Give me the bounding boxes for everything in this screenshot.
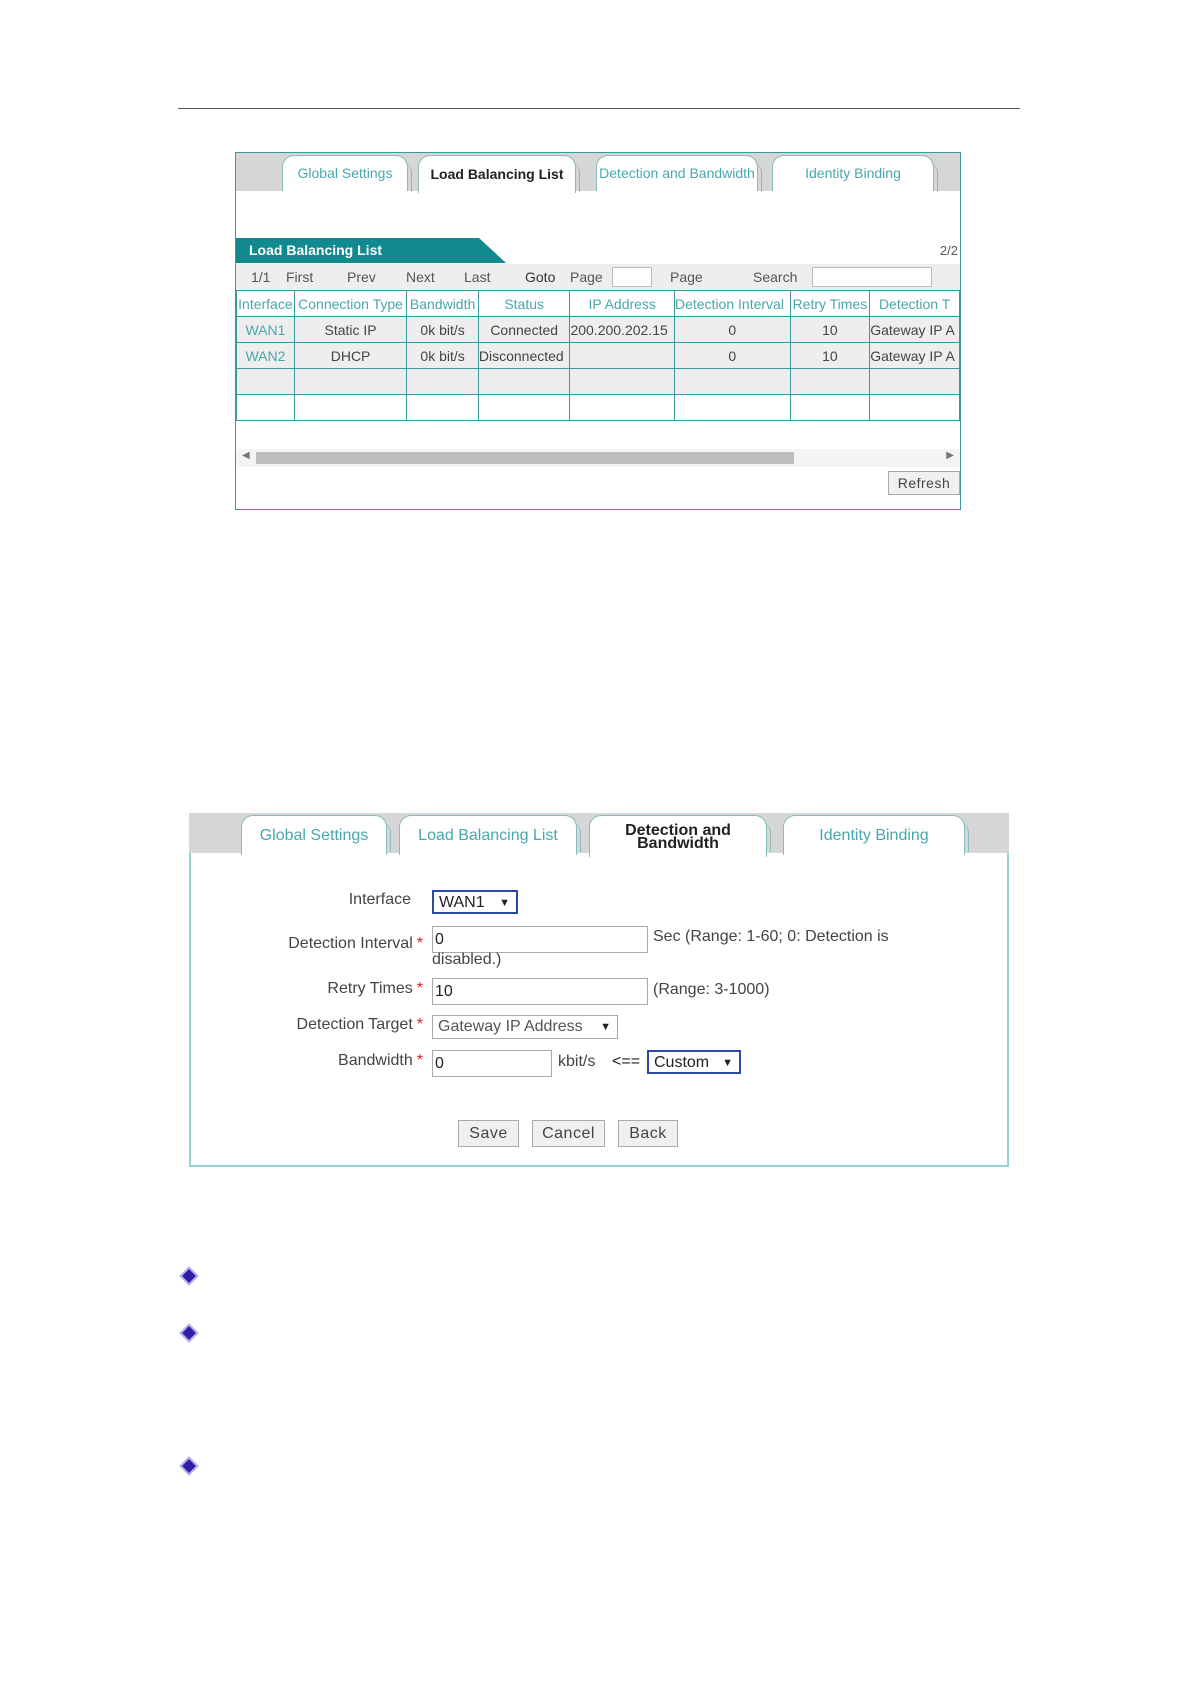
bullet-diamond-icon (182, 1459, 196, 1473)
pager-first[interactable]: First (286, 269, 314, 285)
interface-select-value: WAN1 (439, 894, 485, 911)
table-row-empty (237, 395, 960, 421)
cell-detection-interval: 0 (674, 317, 790, 343)
detection-interval-label: Detection Interval * (288, 935, 423, 952)
cell-interface[interactable]: WAN2 (237, 343, 295, 369)
retry-times-input[interactable]: 10 (432, 978, 648, 1005)
pager-last[interactable]: Last (464, 269, 491, 285)
cell-detection-interval: 0 (674, 343, 790, 369)
pager-page-label-2: Page (670, 269, 703, 285)
detection-bandwidth-panel (189, 813, 1009, 1167)
goto-page-input[interactable] (612, 267, 652, 287)
interface-select[interactable] (432, 890, 518, 914)
dropdown-caret-icon: ▼ (722, 1057, 733, 1069)
list-title-banner (236, 238, 506, 263)
detection-interval-hint-cont: disabled.) (432, 951, 502, 968)
bandwidth-input[interactable]: 0 (432, 1050, 552, 1077)
pager-prev[interactable]: Prev (347, 269, 376, 285)
back-button[interactable]: Back (618, 1120, 678, 1147)
tab-bar (189, 813, 1009, 853)
required-marker: * (416, 1052, 423, 1069)
cell-detection-target: Gateway IP A (870, 343, 960, 369)
tab-load-balancing-list[interactable]: Load Balancing List (399, 815, 577, 855)
pager-goto[interactable]: Goto (525, 269, 556, 285)
bullet-diamond-icon (182, 1269, 196, 1283)
pager-next[interactable]: Next (406, 269, 435, 285)
cell-status: Disconnected (478, 343, 570, 369)
page-info: 2/2 (939, 243, 958, 258)
detection-target-label: Detection Target * (296, 1016, 423, 1033)
column-header[interactable]: Interface (237, 291, 295, 317)
interface-label: Interface (348, 891, 411, 908)
cell-detection-target: Gateway IP A (870, 317, 960, 343)
required-marker: * (416, 935, 423, 952)
retry-times-label: Retry Times * (327, 980, 423, 997)
cancel-button[interactable]: Cancel (532, 1120, 605, 1147)
scrollbar-thumb[interactable] (256, 452, 794, 464)
table-row-empty (237, 369, 960, 395)
tab-identity-binding[interactable]: Identity Binding (772, 155, 934, 191)
cell-connection-type: DHCP (294, 343, 406, 369)
pager-bar (236, 264, 960, 290)
required-marker: * (416, 980, 423, 997)
load-balancing-list-panel (235, 152, 961, 510)
table-row[interactable] (237, 317, 960, 343)
cell-interface[interactable]: WAN1 (237, 317, 295, 343)
bandwidth-label: Bandwidth * (338, 1052, 423, 1069)
required-marker: * (416, 1016, 423, 1033)
refresh-button[interactable]: Refresh (888, 471, 960, 495)
column-header[interactable]: IP Address (570, 291, 675, 317)
tab-global-settings[interactable]: Global Settings (241, 815, 387, 855)
list-title: Load Balancing List (249, 242, 383, 258)
tab-load-balancing-list[interactable]: Load Balancing List (418, 155, 576, 193)
cell-ip-address: 200.200.202.15 (570, 317, 675, 343)
cell-bandwidth: 0k bit/s (407, 343, 479, 369)
cell-ip-address (570, 343, 675, 369)
detection-target-select[interactable] (432, 1015, 618, 1039)
bullet-diamond-icon (182, 1326, 196, 1340)
detection-interval-input[interactable]: 0 (432, 926, 648, 953)
bandwidth-preset-select[interactable] (647, 1050, 741, 1074)
pager-position: 1/1 (251, 269, 271, 285)
column-header[interactable]: Retry Times (790, 291, 870, 317)
tab-identity-binding[interactable]: Identity Binding (783, 815, 965, 855)
column-header[interactable]: Detection T (870, 291, 960, 317)
retry-times-hint: (Range: 3-1000) (653, 981, 770, 998)
pager-page-label: Page (570, 269, 603, 285)
bandwidth-arrow: <== (612, 1053, 641, 1070)
tab-detection-and-bandwidth[interactable]: Detection and Bandwidth (596, 155, 758, 191)
detection-interval-hint: Sec (Range: 1-60; 0: Detection is (653, 928, 889, 945)
bandwidth-preset-value: Custom (654, 1054, 710, 1071)
column-header[interactable]: Bandwidth (407, 291, 479, 317)
search-label: Search (753, 269, 798, 285)
cell-status: Connected (478, 317, 570, 343)
cell-connection-type: Static IP (294, 317, 406, 343)
cell-bandwidth: 0k bit/s (407, 317, 479, 343)
column-header[interactable]: Detection Interval (674, 291, 790, 317)
tab-global-settings[interactable]: Global Settings (282, 155, 408, 191)
load-balancing-table (236, 290, 960, 421)
page-divider (178, 108, 1020, 109)
tab-detection-and-bandwidth[interactable]: Detection and Bandwidth (589, 815, 767, 857)
detection-target-value: Gateway IP Address (438, 1018, 583, 1035)
save-button[interactable]: Save (458, 1120, 519, 1147)
column-header[interactable]: Status (478, 291, 570, 317)
horizontal-scrollbar[interactable] (236, 449, 960, 467)
bandwidth-unit: kbit/s (558, 1053, 596, 1070)
table-header-row (237, 291, 960, 317)
scroll-right-icon[interactable]: ▶ (946, 450, 954, 461)
dropdown-caret-icon: ▼ (499, 897, 510, 909)
tab-bar (236, 153, 960, 191)
scroll-left-icon[interactable]: ◀ (242, 450, 250, 461)
cell-retry-times: 10 (790, 343, 870, 369)
search-input[interactable] (812, 267, 932, 287)
table-row[interactable] (237, 343, 960, 369)
column-header[interactable]: Connection Type (294, 291, 406, 317)
cell-retry-times: 10 (790, 317, 870, 343)
dropdown-caret-icon: ▼ (600, 1021, 611, 1033)
